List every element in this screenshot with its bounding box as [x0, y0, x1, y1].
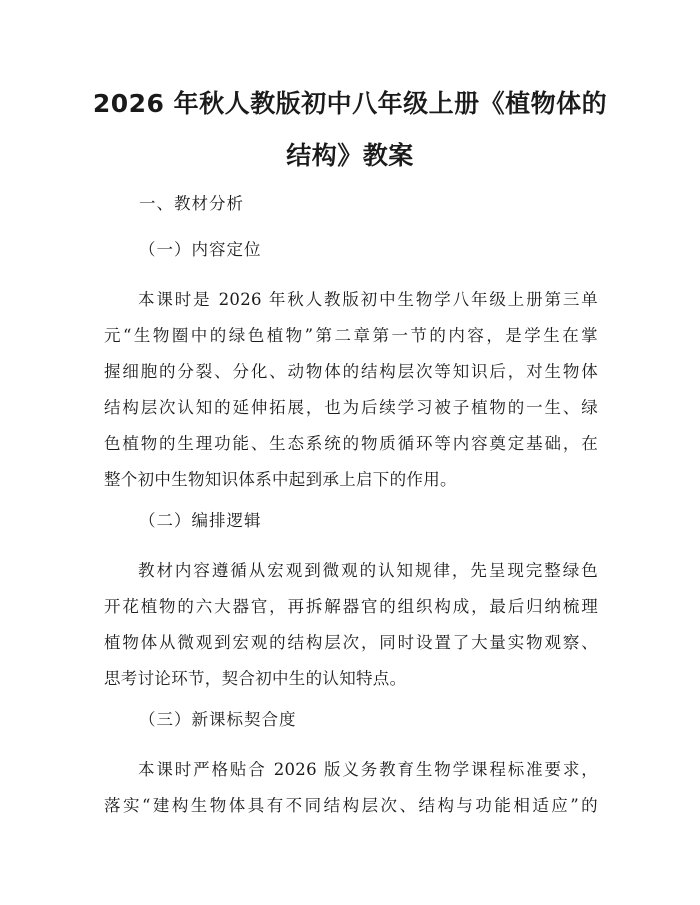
paragraph-content-positioning	[104, 282, 598, 498]
paragraph-line: 整个初中生物知识体系中起到承上启下的作用。	[104, 470, 457, 489]
section-heading-materials-analysis: 一、教材分析	[139, 194, 244, 213]
paragraph-arrangement-logic	[104, 553, 598, 697]
paragraph-curriculum-alignment	[104, 752, 598, 824]
subheading-curriculum-alignment: （三）新课标契合度	[139, 710, 297, 729]
paragraph-line: 色植物的生理功能、生态系统的物质循环等内容奠定基础，在	[104, 434, 598, 453]
paragraph-line: 元“生物圈中的绿色植物”第二章第一节的内容，是学生在掌	[104, 326, 598, 345]
paragraph-line: 本课时是 2026 年秋人教版初中生物学八年级上册第三单	[138, 290, 598, 309]
subheading-content-positioning: （一）内容定位	[139, 240, 262, 259]
paragraph-line: 握细胞的分裂、分化、动物体的结构层次等知识后，对生物体	[104, 362, 598, 381]
paragraph-line: 思考讨论环节，契合初中生的认知特点。	[104, 669, 407, 688]
paragraph-line: 落实“建构生物体具有不同结构层次、结构与功能相适应”的	[104, 796, 598, 815]
title-line-1: 2026 年秋人教版初中八年级上册《植物体的	[92, 89, 608, 118]
subheading-arrangement-logic: （二）编排逻辑	[139, 511, 262, 530]
document-title	[90, 78, 610, 182]
paragraph-line: 结构层次认知的延伸拓展，也为后续学习被子植物的一生、绿	[104, 398, 598, 417]
paragraph-line: 开花植物的六大器官，再拆解器官的组织构成，最后归纳梳理	[104, 597, 598, 616]
paragraph-line: 本课时严格贴合 2026 版义务教育生物学课程标准要求，	[138, 760, 598, 779]
paragraph-line: 教材内容遵循从宏观到微观的认知规律，先呈现完整绿色	[138, 561, 598, 580]
title-line-2: 结构》教案	[286, 141, 414, 170]
paragraph-line: 植物体从微观到宏观的结构层次，同时设置了大量实物观察、	[104, 633, 598, 652]
